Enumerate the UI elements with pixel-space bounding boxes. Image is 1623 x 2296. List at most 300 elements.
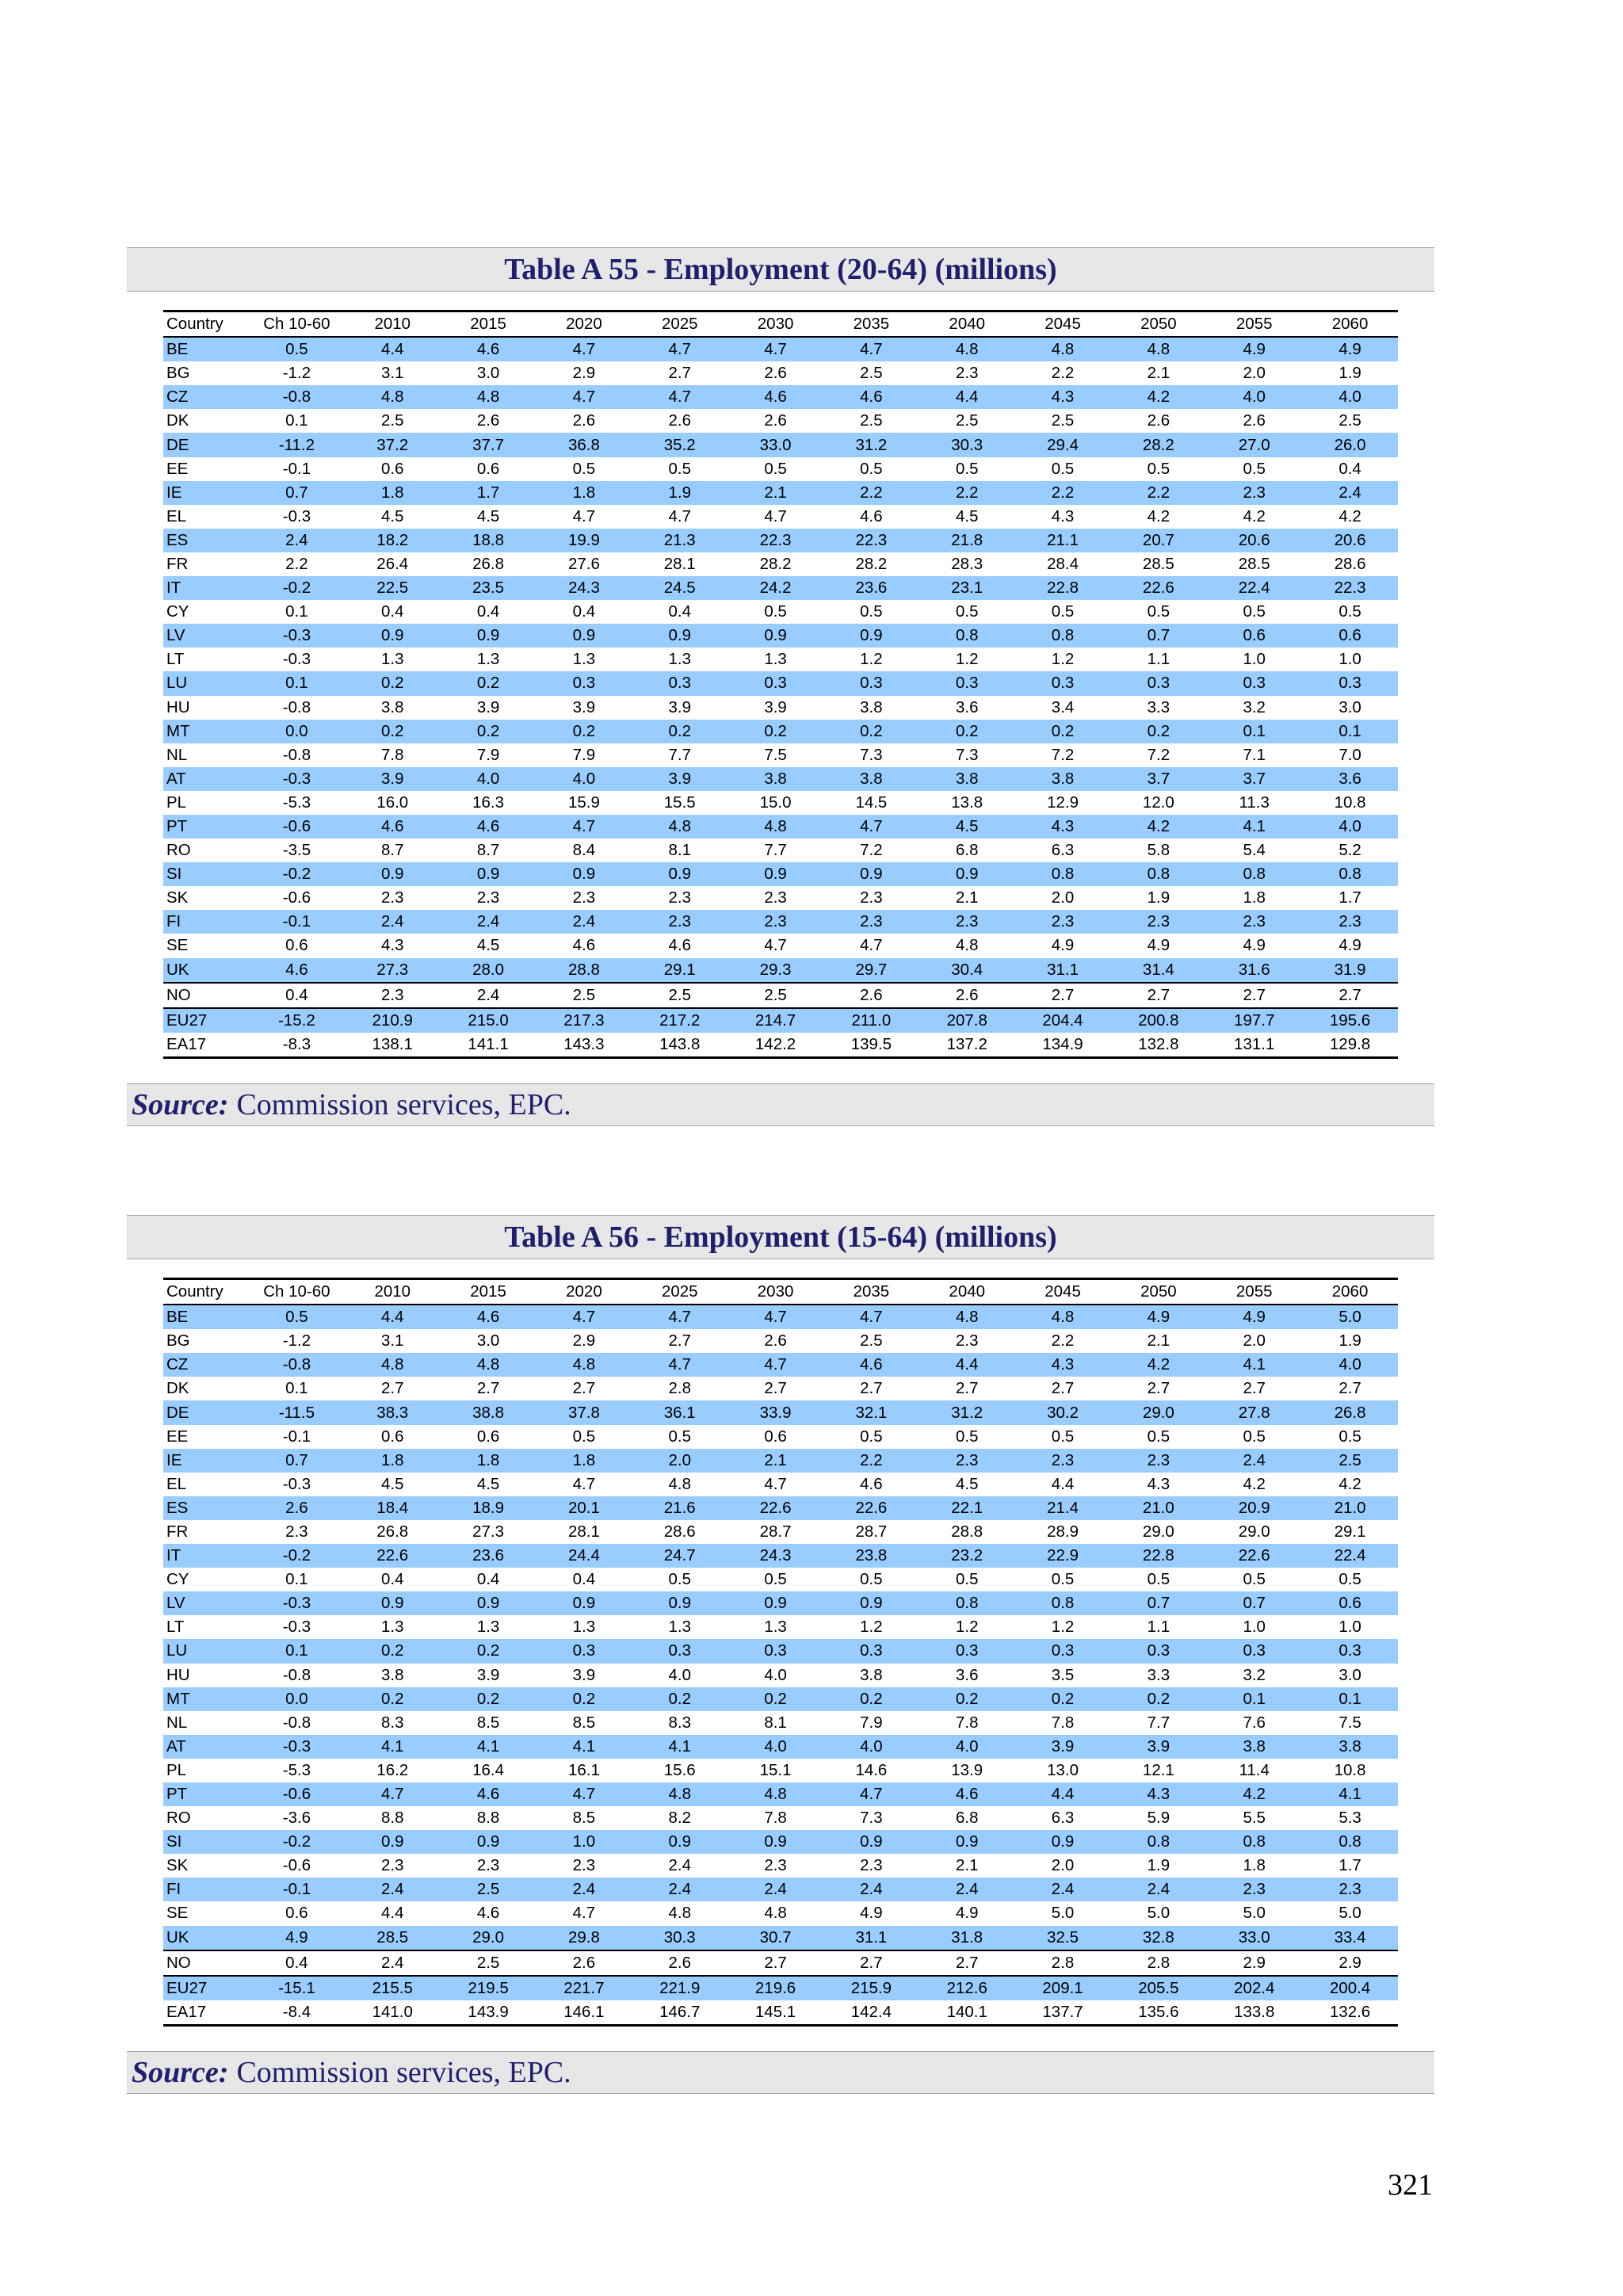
value-cell: 0.1: [1206, 1687, 1302, 1711]
value-cell: 0.5: [1338, 1427, 1361, 1446]
country-cell: SE: [166, 1904, 189, 1923]
value-cell: 0.1: [285, 1379, 308, 1398]
value-cell: 146.7: [659, 2002, 701, 2021]
value-cell: 36.1: [632, 1400, 727, 1424]
value-cell: 0.9: [727, 862, 823, 886]
value-cell: 0.5: [1051, 602, 1075, 621]
value-cell: 13.8: [951, 793, 983, 812]
value-cell: 0.3: [727, 1639, 823, 1663]
value-cell: 36.8: [537, 433, 632, 457]
value-cell: 22.4: [1206, 576, 1302, 600]
value-cell: 2.3: [919, 1449, 1015, 1473]
value-cell: -0.3: [249, 624, 345, 648]
country-cell: ES: [163, 1496, 249, 1520]
value-cell: 26.8: [1302, 1400, 1398, 1424]
value-cell: 3.0: [1338, 697, 1361, 716]
table-row: [163, 337, 1398, 361]
country-cell: NO: [166, 1953, 191, 1972]
value-cell: 0.3: [823, 671, 919, 695]
value-cell: 0.9: [823, 1591, 919, 1615]
value-cell: 30.3: [632, 1926, 727, 1950]
value-cell: 4.7: [572, 506, 596, 525]
value-cell: 24.2: [727, 576, 823, 600]
table-row: [163, 481, 1398, 505]
value-cell: 4.4: [1015, 1782, 1111, 1806]
value-cell: -1.2: [282, 364, 311, 383]
value-cell: 0.9: [632, 1591, 727, 1615]
value-cell: 1.3: [476, 650, 500, 669]
value-cell: 2.5: [860, 411, 883, 430]
value-cell: 4.7: [572, 1904, 596, 1923]
country-cell: CZ: [163, 1353, 249, 1377]
value-cell: 0.9: [1015, 1830, 1111, 1854]
value-cell: 29.0: [1110, 1400, 1206, 1424]
value-cell: 0.9: [727, 624, 823, 648]
value-cell: 0.5: [1051, 1427, 1075, 1446]
value-cell: 0.6: [1206, 624, 1302, 648]
value-cell: 4.6: [727, 385, 823, 409]
value-cell: 2.4: [727, 1878, 823, 1901]
value-cell: 4.1: [1206, 815, 1302, 839]
value-cell: 0.4: [285, 1953, 308, 1972]
value-cell: -0.8: [282, 745, 311, 764]
value-cell: 2.4: [1015, 1878, 1111, 1901]
value-cell: 27.8: [1206, 1400, 1302, 1424]
value-cell: 13.0: [1047, 1760, 1079, 1779]
value-cell: 31.6: [1206, 958, 1302, 983]
value-cell: 4.7: [764, 936, 787, 955]
value-cell: 27.6: [567, 554, 600, 573]
value-cell: 0.2: [537, 720, 632, 743]
value-cell: 221.9: [632, 1976, 727, 2000]
value-cell: 14.6: [855, 1760, 888, 1779]
value-cell: 195.6: [1302, 1008, 1398, 1033]
table-row: [163, 1664, 1398, 1687]
value-cell: 16.2: [376, 1760, 409, 1779]
value-cell: 2.6: [860, 985, 883, 1004]
value-cell: 3.9: [668, 697, 691, 716]
value-cell: -15.1: [249, 1976, 345, 2000]
value-cell: 1.0: [1243, 650, 1266, 669]
value-cell: 0.1: [1302, 720, 1398, 743]
value-cell: 4.9: [1338, 936, 1361, 955]
table-row: [163, 1377, 1398, 1400]
value-cell: 0.2: [632, 720, 727, 743]
value-cell: 2.5: [764, 985, 787, 1004]
value-cell: 23.5: [441, 576, 537, 600]
value-cell: 0.9: [441, 1591, 537, 1615]
value-cell: 24.4: [537, 1544, 632, 1568]
value-cell: 0.2: [1015, 1687, 1111, 1711]
value-cell: 38.8: [441, 1400, 537, 1424]
value-cell: 2.7: [955, 1953, 979, 1972]
table-row: [163, 409, 1398, 433]
country-cell: LU: [163, 671, 249, 695]
country-cell: IT: [163, 1544, 249, 1568]
value-cell: 0.2: [345, 671, 441, 695]
column-header: 2060: [1331, 315, 1369, 334]
column-header: 2010: [374, 315, 411, 334]
value-cell: 14.5: [855, 793, 888, 812]
value-cell: 32.1: [823, 1400, 919, 1424]
value-cell: 7.7: [668, 745, 691, 764]
value-cell: -0.2: [249, 862, 345, 886]
value-cell: 3.8: [860, 697, 883, 716]
value-cell: 31.2: [919, 1400, 1015, 1424]
value-cell: 0.3: [632, 1639, 727, 1663]
country-cell: BG: [166, 1331, 190, 1350]
value-cell: 16.0: [376, 793, 409, 812]
value-cell: 0.2: [345, 1639, 441, 1663]
value-cell: 2.4: [345, 1878, 441, 1901]
value-cell: 2.3: [381, 1856, 404, 1875]
table-row: [163, 862, 1398, 886]
value-cell: 16.3: [472, 793, 505, 812]
value-cell: 1.7: [441, 481, 537, 505]
value-cell: 31.8: [919, 1926, 1015, 1950]
value-cell: 3.2: [1243, 697, 1266, 716]
value-cell: 0.9: [345, 624, 441, 648]
column-header: 2025: [661, 1282, 698, 1301]
value-cell: 28.5: [1142, 554, 1174, 573]
value-cell: 21.4: [1015, 1496, 1111, 1520]
value-cell: 4.7: [537, 1782, 632, 1806]
table-row: [163, 1950, 1398, 1976]
column-header: 2045: [1044, 1282, 1081, 1301]
value-cell: 20.9: [1206, 1496, 1302, 1520]
value-cell: 5.0: [1338, 1904, 1361, 1923]
value-cell: 31.1: [1015, 958, 1111, 983]
value-cell: 4.8: [345, 1353, 441, 1377]
table-row: [163, 1639, 1398, 1663]
value-cell: 4.6: [249, 958, 345, 983]
table-row: [163, 791, 1398, 815]
value-cell: 4.9: [1302, 337, 1398, 361]
value-cell: 4.6: [441, 1305, 537, 1329]
country-cell: HU: [166, 697, 190, 716]
table-row: [163, 576, 1398, 600]
value-cell: 7.5: [1338, 1713, 1361, 1732]
value-cell: 129.8: [1329, 1034, 1371, 1053]
value-cell: 4.1: [1302, 1782, 1398, 1806]
value-cell: 4.5: [955, 1474, 979, 1493]
value-cell: 0.3: [632, 671, 727, 695]
value-cell: 28.9: [1047, 1522, 1079, 1541]
country-cell: AT: [163, 767, 249, 791]
value-cell: 4.5: [476, 936, 500, 955]
value-cell: 4.1: [441, 1735, 537, 1759]
value-cell: 4.8: [727, 1782, 823, 1806]
value-cell: 21.6: [632, 1496, 727, 1520]
value-cell: 0.4: [572, 602, 596, 621]
value-cell: 140.1: [946, 2002, 987, 2021]
table-row: [163, 361, 1398, 385]
column-header: 2040: [949, 315, 986, 334]
value-cell: 0.5: [1338, 602, 1361, 621]
value-cell: 0.5: [1147, 1570, 1170, 1589]
value-cell: 2.3: [1015, 910, 1111, 934]
country-cell: PT: [163, 1782, 249, 1806]
table-row: [163, 1830, 1398, 1854]
country-cell: FI: [163, 910, 249, 934]
value-cell: 0.3: [1206, 1639, 1302, 1663]
country-cell: MT: [163, 720, 249, 743]
value-cell: 0.9: [632, 1830, 727, 1854]
value-cell: 2.3: [1110, 1449, 1206, 1473]
value-cell: 30.7: [727, 1926, 823, 1950]
value-cell: 4.0: [441, 767, 537, 791]
value-cell: 214.7: [727, 1008, 823, 1033]
country-cell: EL: [166, 506, 187, 525]
value-cell: 4.2: [1243, 506, 1266, 525]
value-cell: 0.4: [476, 602, 500, 621]
value-cell: 0.5: [955, 1570, 979, 1589]
country-cell: SI: [163, 1830, 249, 1854]
value-cell: 141.1: [468, 1034, 509, 1053]
value-cell: 4.7: [345, 1782, 441, 1806]
value-cell: 0.9: [441, 624, 537, 648]
value-cell: 1.2: [955, 1618, 979, 1637]
value-cell: 135.6: [1138, 2002, 1179, 2021]
value-cell: 215.9: [823, 1976, 919, 2000]
value-cell: 1.8: [345, 481, 441, 505]
value-cell: 4.2: [1110, 385, 1206, 409]
value-cell: 7.2: [1051, 745, 1075, 764]
country-cell: NO: [166, 985, 191, 1004]
value-cell: 0.5: [1243, 1570, 1266, 1589]
table-row: [163, 671, 1398, 695]
column-header: 2010: [374, 1282, 411, 1301]
value-cell: 0.8: [919, 624, 1015, 648]
value-cell: 31.9: [1302, 958, 1398, 983]
value-cell: 3.9: [476, 1665, 500, 1684]
value-cell: 4.7: [572, 1474, 596, 1493]
value-cell: 0.8: [1015, 862, 1111, 886]
column-header: 2035: [853, 1282, 890, 1301]
value-cell: 4.0: [823, 1735, 919, 1759]
value-cell: 8.2: [668, 1809, 691, 1828]
value-cell: 0.8: [1110, 1830, 1206, 1854]
value-cell: 139.5: [850, 1034, 892, 1053]
table-row: [163, 720, 1398, 743]
value-cell: 1.7: [1338, 1856, 1361, 1875]
value-cell: 28.5: [1238, 554, 1270, 573]
table-row: [163, 1329, 1398, 1353]
column-header: 2060: [1331, 1282, 1369, 1301]
value-cell: 20.6: [1302, 529, 1398, 552]
table-row: [163, 1568, 1398, 1591]
value-cell: 0.3: [1302, 1639, 1398, 1663]
value-cell: 1.3: [572, 650, 596, 669]
country-cell: HU: [166, 1665, 190, 1684]
column-header: 2045: [1044, 315, 1081, 334]
value-cell: 0.3: [1110, 671, 1206, 695]
value-cell: 4.5: [955, 506, 979, 525]
value-cell: 3.1: [381, 1331, 404, 1350]
country-cell: LU: [163, 1639, 249, 1663]
value-cell: 0.2: [823, 720, 919, 743]
value-cell: 0.9: [441, 862, 537, 886]
value-cell: 4.6: [441, 1782, 537, 1806]
value-cell: 0.7: [1110, 624, 1206, 648]
table-row: [163, 1353, 1398, 1377]
value-cell: 2.1: [727, 1449, 823, 1473]
value-cell: -5.3: [282, 1760, 311, 1779]
value-cell: 5.3: [1338, 1809, 1361, 1828]
column-header: 2040: [949, 1282, 986, 1301]
value-cell: 1.0: [1243, 1618, 1266, 1637]
value-cell: 0.2: [1110, 1687, 1206, 1711]
value-cell: 7.3: [955, 745, 979, 764]
value-cell: 2.3: [285, 1522, 308, 1541]
value-cell: 2.3: [572, 888, 596, 907]
value-cell: 0.5: [860, 602, 883, 621]
table-row: [163, 552, 1398, 576]
value-cell: 2.6: [668, 411, 691, 430]
value-cell: 13.9: [951, 1760, 983, 1779]
value-cell: 1.0: [537, 1830, 632, 1854]
value-cell: -0.3: [282, 650, 311, 669]
value-cell: 29.0: [1142, 1522, 1174, 1541]
value-cell: 2.0: [1243, 1331, 1266, 1350]
value-cell: 2.7: [1051, 985, 1075, 1004]
value-cell: 2.5: [1051, 411, 1075, 430]
value-cell: 28.2: [1110, 433, 1206, 457]
value-cell: -0.3: [282, 1618, 311, 1637]
value-cell: 0.5: [860, 459, 883, 478]
value-cell: 3.9: [1015, 1735, 1111, 1759]
country-cell: CY: [166, 602, 189, 621]
value-cell: 4.0: [764, 1665, 787, 1684]
value-cell: 15.6: [663, 1760, 696, 1779]
value-cell: 2.6: [1243, 411, 1266, 430]
value-cell: 2.2: [1051, 364, 1075, 383]
value-cell: 137.2: [946, 1034, 987, 1053]
value-cell: 28.7: [759, 1522, 792, 1541]
value-cell: 1.8: [1243, 888, 1266, 907]
value-cell: 3.6: [955, 1665, 979, 1684]
value-cell: 1.8: [537, 1449, 632, 1473]
value-cell: 0.6: [285, 1904, 308, 1923]
value-cell: 2.4: [537, 910, 632, 934]
value-cell: -0.8: [282, 697, 311, 716]
value-cell: -8.4: [282, 2002, 311, 2021]
value-cell: 23.6: [823, 576, 919, 600]
country-cell: MT: [163, 1687, 249, 1711]
value-cell: 2.0: [1051, 1856, 1075, 1875]
value-cell: 2.4: [1110, 1878, 1206, 1901]
country-cell: LV: [163, 1591, 249, 1615]
value-cell: 133.8: [1234, 2002, 1275, 2021]
value-cell: 7.8: [955, 1713, 979, 1732]
value-cell: 8.7: [381, 841, 404, 860]
value-cell: 0.9: [823, 862, 919, 886]
country-cell: EA17: [166, 2002, 207, 2021]
value-cell: 3.8: [860, 1665, 883, 1684]
value-cell: 28.7: [855, 1522, 888, 1541]
value-cell: 28.8: [951, 1522, 983, 1541]
value-cell: 2.3: [823, 910, 919, 934]
value-cell: 2.3: [919, 910, 1015, 934]
table-row: [163, 696, 1398, 720]
value-cell: 22.6: [823, 1496, 919, 1520]
value-cell: 132.6: [1329, 2002, 1371, 2021]
value-cell: 1.3: [381, 650, 404, 669]
value-cell: 138.1: [372, 1034, 413, 1053]
value-cell: 2.7: [1338, 1379, 1361, 1398]
value-cell: 4.6: [441, 815, 537, 839]
value-cell: 0.4: [476, 1570, 500, 1589]
value-cell: 4.7: [764, 1474, 787, 1493]
value-cell: 4.7: [823, 815, 919, 839]
value-cell: 5.0: [1147, 1904, 1170, 1923]
value-cell: 15.9: [567, 793, 600, 812]
table-row: [163, 1711, 1398, 1735]
value-cell: 0.5: [668, 459, 691, 478]
table-row: [163, 1473, 1398, 1496]
value-cell: 2.0: [632, 1449, 727, 1473]
table-row: [163, 600, 1398, 624]
value-cell: 4.2: [1110, 815, 1206, 839]
value-cell: 2.1: [727, 481, 823, 505]
table-row: [163, 1854, 1398, 1878]
value-cell: 3.8: [381, 697, 404, 716]
value-cell: -0.1: [282, 1427, 311, 1446]
value-cell: 0.3: [919, 671, 1015, 695]
value-cell: 29.7: [823, 958, 919, 983]
value-cell: 22.8: [1110, 1544, 1206, 1568]
value-cell: 0.4: [1338, 459, 1361, 478]
value-cell: 4.9: [1147, 936, 1170, 955]
value-cell: 4.2: [1338, 1474, 1361, 1493]
value-cell: 1.8: [1243, 1856, 1266, 1875]
value-cell: 0.6: [476, 1427, 500, 1446]
table-row: [163, 1926, 1398, 1950]
table-row: [163, 1615, 1398, 1639]
value-cell: 4.2: [1147, 506, 1170, 525]
value-cell: 23.2: [919, 1544, 1015, 1568]
employment-table: [163, 310, 1398, 1059]
value-cell: -11.5: [249, 1400, 345, 1424]
value-cell: 0.9: [345, 1591, 441, 1615]
value-cell: 215.0: [441, 1008, 537, 1033]
value-cell: 0.5: [1243, 602, 1266, 621]
value-cell: 33.9: [727, 1400, 823, 1424]
value-cell: 3.9: [572, 697, 596, 716]
value-cell: 1.3: [764, 650, 787, 669]
country-cell: PL: [166, 793, 187, 812]
value-cell: 4.2: [1206, 1782, 1302, 1806]
value-cell: 4.1: [632, 1735, 727, 1759]
table-row: [163, 1782, 1398, 1806]
value-cell: 0.3: [537, 1639, 632, 1663]
value-cell: 2.7: [764, 1379, 787, 1398]
column-header: 2055: [1235, 315, 1273, 334]
value-cell: 2.5: [668, 985, 691, 1004]
value-cell: 16.4: [472, 1760, 505, 1779]
value-cell: 3.3: [1147, 697, 1170, 716]
value-cell: 0.8: [919, 1591, 1015, 1615]
value-cell: 1.7: [1338, 888, 1361, 907]
value-cell: 0.9: [727, 1591, 823, 1615]
value-cell: 2.6: [764, 1331, 787, 1350]
value-cell: 21.0: [1302, 1496, 1398, 1520]
value-cell: 31.2: [823, 433, 919, 457]
source-note: [127, 2051, 1434, 2094]
value-cell: 22.9: [1015, 1544, 1111, 1568]
value-cell: 26.0: [1302, 433, 1398, 457]
value-cell: 0.9: [823, 624, 919, 648]
